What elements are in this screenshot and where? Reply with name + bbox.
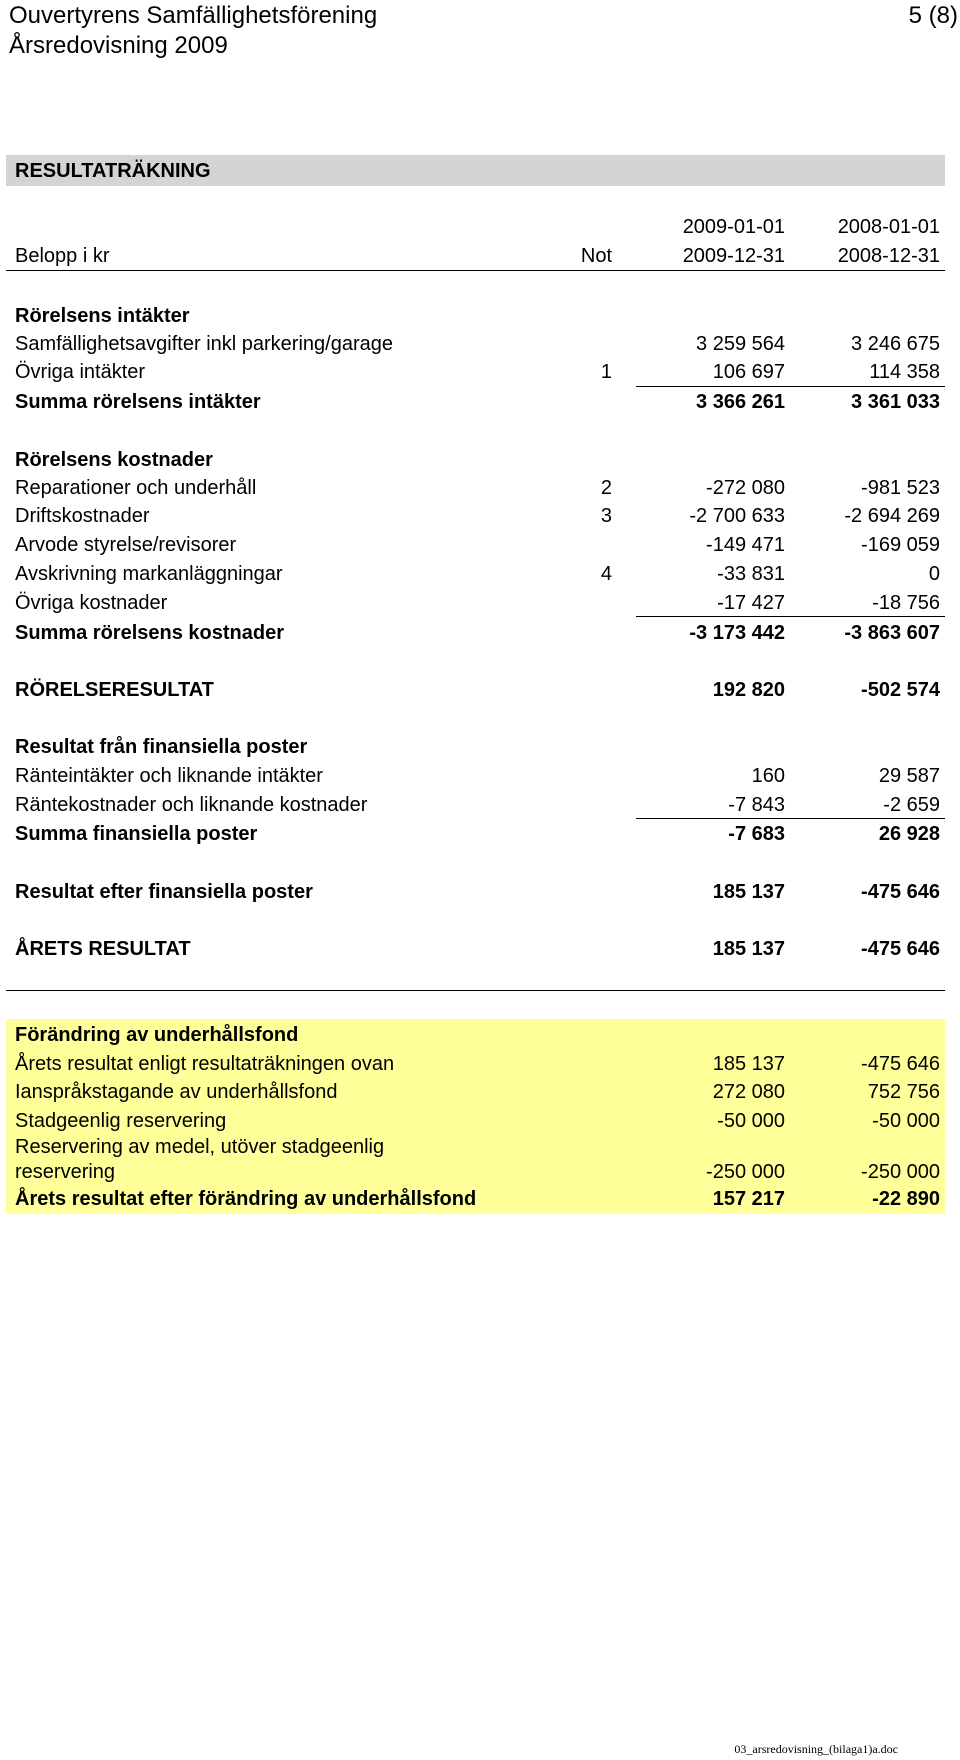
- col-2009-end: 2009-12-31: [682, 245, 785, 267]
- col-label-header: Belopp i kr: [15, 245, 110, 267]
- value-2008: 752 756: [867, 1081, 940, 1103]
- row-label: Avskrivning markanläggningar: [15, 563, 283, 585]
- value-2009: -2 700 633: [689, 505, 785, 527]
- value-2009: -7 843: [728, 794, 785, 816]
- value-2009: -149 471: [706, 534, 785, 556]
- report-title: Årsredovisning 2009: [9, 32, 228, 59]
- header-underline: [6, 270, 945, 271]
- table-row: [6, 935, 945, 963]
- row-label: Årets resultat enligt resultaträkningen ovan: [15, 1053, 395, 1075]
- value-2009: 185 137: [712, 938, 785, 960]
- value-2008: -475 646: [861, 938, 940, 960]
- value-2009: 185 137: [712, 881, 785, 903]
- row-note: 2: [600, 477, 612, 499]
- value-2008: -981 523: [861, 477, 940, 499]
- row-label: ÅRETS RESULTAT: [15, 938, 191, 960]
- page-number: 5 (8): [908, 2, 958, 29]
- table-row: [6, 762, 945, 790]
- column-header-row-2: [6, 242, 945, 270]
- value-2008: 29 587: [878, 765, 940, 787]
- col-2009-start: 2009-01-01: [682, 216, 785, 238]
- maintenance-fund-section: [6, 1019, 945, 1214]
- row-label: Summa finansiella poster: [15, 823, 258, 845]
- row-label: Summa rörelsens kostnader: [15, 622, 284, 644]
- row-label: Reservering av medel, utöver stadgeenlig: [15, 1136, 385, 1158]
- value-2008: -22 890: [872, 1188, 940, 1210]
- row-label: Summa rörelsens intäkter: [15, 391, 261, 413]
- value-2009: 192 820: [712, 679, 785, 701]
- value-2009: -3 173 442: [689, 622, 785, 644]
- value-2008: -475 646: [861, 881, 940, 903]
- value-2009: 3 259 564: [696, 333, 785, 355]
- value-2009: 160: [751, 765, 785, 787]
- table-row: [6, 820, 945, 848]
- row-label-continued: reservering: [15, 1161, 116, 1183]
- table-row: [6, 878, 945, 906]
- value-2008: -50 000: [872, 1110, 940, 1132]
- section-header-bar: [6, 155, 945, 186]
- value-2008: 114 358: [869, 361, 940, 383]
- row-label: Övriga intäkter: [15, 361, 146, 383]
- row-label: Rörelsens kostnader: [15, 449, 213, 471]
- value-2009: -50 000: [717, 1110, 785, 1132]
- col-note-header: Not: [580, 245, 612, 267]
- section-title: RESULTATRÄKNING: [15, 160, 211, 182]
- fund-section-title: Förändring av underhållsfond: [15, 1024, 299, 1046]
- column-header-row-1: [6, 213, 945, 241]
- col-2008-end: 2008-12-31: [837, 245, 940, 267]
- table-row: [6, 502, 945, 530]
- col-2008-start: 2008-01-01: [837, 216, 940, 238]
- row-label: Årets resultat efter förändring av underhållsfond: [15, 1188, 477, 1210]
- table-row: [6, 358, 945, 386]
- table-row: [6, 302, 945, 330]
- table-row: [6, 589, 945, 617]
- row-label: Ränteintäkter och liknande intäkter: [15, 765, 323, 787]
- value-2008: -502 574: [861, 679, 940, 701]
- row-label: Arvode styrelse/revisorer: [15, 534, 237, 556]
- value-2008: 3 246 675: [851, 333, 940, 355]
- value-2008: -2 694 269: [844, 505, 940, 527]
- value-2009: -33 831: [717, 563, 785, 585]
- row-note: 3: [600, 505, 612, 527]
- sum-line: [636, 386, 945, 387]
- value-2009: 185 137: [712, 1053, 785, 1075]
- value-2009: 3 366 261: [696, 391, 785, 413]
- value-2008: 3 361 033: [851, 391, 940, 413]
- row-label: Stadgeenlig reservering: [15, 1110, 227, 1132]
- value-2008: 26 928: [878, 823, 940, 845]
- value-2009: -272 080: [706, 477, 785, 499]
- value-2009: -17 427: [717, 592, 785, 614]
- table-row: [6, 791, 945, 819]
- table-row: [6, 531, 945, 559]
- footer-filename: 03_arsredovisning_(bilaga1)a.doc: [734, 1742, 898, 1756]
- sum-line: [636, 616, 945, 617]
- table-row: [6, 330, 945, 358]
- row-label: Resultat efter finansiella poster: [15, 881, 313, 903]
- row-label: Reparationer och underhåll: [15, 477, 257, 499]
- value-2009: 106 697: [712, 361, 785, 383]
- row-note: 1: [600, 361, 612, 383]
- row-label: Resultat från finansiella poster: [15, 736, 308, 758]
- row-note: 4: [600, 563, 612, 585]
- value-2008: -475 646: [861, 1053, 940, 1075]
- row-label: Rörelsens intäkter: [15, 305, 190, 327]
- sum-line: [636, 818, 945, 819]
- value-2008: -250 000: [861, 1161, 940, 1183]
- value-2009: -250 000: [706, 1161, 785, 1183]
- table-row: [6, 733, 945, 761]
- value-2008: -2 659: [883, 794, 940, 816]
- value-2008: -18 756: [872, 592, 940, 614]
- row-label: RÖRELSERESULTAT: [15, 679, 214, 701]
- value-2008: -3 863 607: [844, 622, 940, 644]
- table-row: [6, 676, 945, 704]
- row-label: Ianspråkstagande av underhållsfond: [15, 1081, 338, 1103]
- value-2009: -7 683: [728, 823, 785, 845]
- value-2008: -169 059: [861, 534, 940, 556]
- value-2008: 0: [928, 563, 940, 585]
- row-label: Samfällighetsavgifter inkl parkering/garage: [15, 333, 393, 355]
- value-2009: 272 080: [712, 1081, 785, 1103]
- value-2009: 157 217: [712, 1188, 785, 1210]
- table-row: [6, 446, 945, 474]
- table-row: [6, 560, 945, 588]
- row-label: Övriga kostnader: [15, 592, 168, 614]
- table-row: [6, 619, 945, 647]
- row-label: Driftskostnader: [15, 505, 150, 527]
- table-row: [6, 388, 945, 416]
- table-row: [6, 474, 945, 502]
- row-label: Räntekostnader och liknande kostnader: [15, 794, 368, 816]
- section-divider: [6, 990, 945, 991]
- organization-name: Ouvertyrens Samfällighetsförening: [9, 2, 378, 29]
